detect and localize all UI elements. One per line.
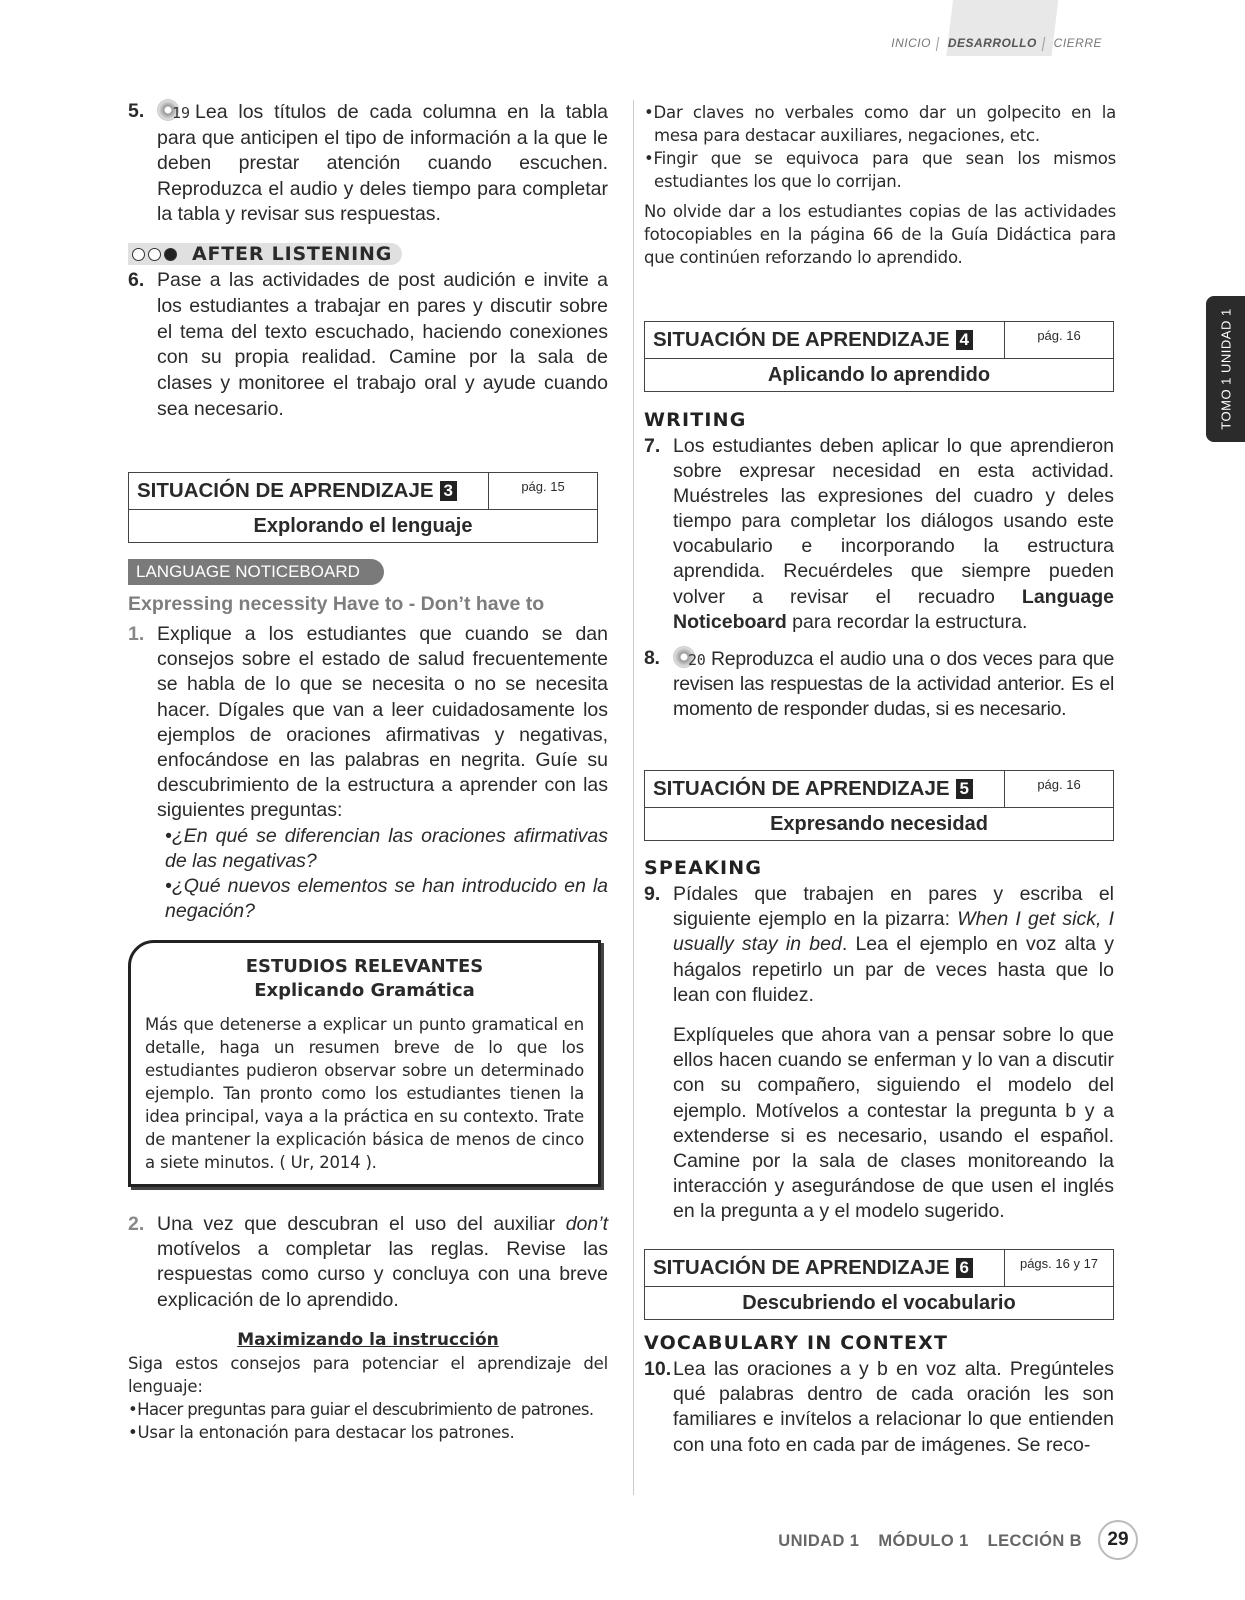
item-number: 5. — [128, 100, 145, 122]
item-text: Explique a los estudiantes que cuando se dan consejos sobre el estado de salud frecuentemente se habla de lo que se necesita o no se necesita hacer. Dígales que van a leer cuidadosamente los ejemplos de oraciones afirmativas y negativas, enfocándose en las palabras en negrita. Guíe su descubrimiento de la estructura a aprender con las siguientes preguntas: — [157, 623, 608, 822]
item-number: 1. — [128, 623, 145, 645]
item-2 — [128, 1212, 608, 1313]
situacion-number: 4 — [956, 330, 973, 350]
tip-bullet: •Dar claves no verbales como dar un golpecito en la mesa para destacar auxiliares, negaciones, etc. — [644, 103, 1116, 145]
situacion-box-3 — [128, 472, 598, 543]
footer-leccion: LECCIÓN B — [987, 1532, 1082, 1550]
item-text: Lea los títulos de cada columna en la tabla para que anticipen el tipo de información a la que le deben prestar atención cuando escuchen. Reproduzca el audio y deles tiempo para completar la tabla y revisar sus respuestas. — [157, 101, 608, 225]
section-heading-speaking: SPEAKING — [644, 857, 763, 879]
item-text: Una vez que descubran el uso del auxiliar — [157, 1213, 566, 1235]
page-reference: págs. 16 y 17 — [1019, 1256, 1099, 1271]
item-10 — [644, 1357, 1114, 1458]
box-body: Más que detenerse a explicar un punto gramatical en detalle, haga un resumen breve de lo que los estudiantes pudieron observar sobre un determinado ejemplo. Tan pronto como los estudiantes tienen la idea principal, vaya a la práctica en su contexto. Trate de mantener la explicación básica de menos de cinco a siete minutos. ( Ur, 2014 ). — [145, 1015, 584, 1172]
maximizando-title: Maximizando la instrucción — [237, 1330, 499, 1350]
item-paragraph: Explíqueles que ahora van a pensar sobre lo que ellos hacen cuando se enferman y lo van a discutir con su compañero, siguiendo el modelo del ejemplo. Motívelos a contestar la pregunta b y a extenderse si es necesario, usando el español. Camine por la sala de clases monitoreando la interacción y asegurándose de que usen el inglés en la pregunta a y el modelo sugerido. — [673, 1024, 1114, 1223]
item-text: Reproduzca el audio una o dos veces para que revisen las respuestas de la actividad anterior. Es el momento de responder dudas, si es necesario. — [673, 648, 1114, 721]
side-tab — [1206, 296, 1245, 442]
item-number: 9. — [644, 883, 661, 905]
item-text-bold: Language Noticeboard — [673, 585, 1114, 633]
language-noticeboard-pill — [128, 559, 608, 585]
item-text: Los estudiantes deben aplicar lo que aprendieron sobre expresar necesidad en esta actividad. Muéstreles las expresiones del cuadro y deles tiempo para completar los diálogos usando este vocabulario e incorporando la estructura aprendida. Recuérdeles que siempre pueden volver a revisar el recuadro — [673, 435, 1114, 608]
tip-bullet: •Fingir que se equivoca para que sean los mismos estudiantes los que lo corrijan. — [644, 149, 1116, 191]
item-text: Lea las oraciones a y b en voz alta. Pregúnteles qué palabras dentro de cada oración les son familiares e invítelos a relacionar lo que entienden con una foto en cada par de imágenes. Se reco- — [673, 1358, 1114, 1456]
item-9 — [644, 882, 1114, 1225]
subheading: Expressing necessity Have to - Don’t have to — [128, 593, 545, 615]
question-bullet: •¿En qué se diferencian las oraciones afirmativas de las negativas? — [165, 824, 608, 872]
audio-cd-icon: 20 — [673, 646, 707, 668]
situacion-title: SITUACIÓN DE APRENDIZAJE — [653, 328, 950, 351]
item-number: 2. — [128, 1213, 145, 1235]
audio-cd-icon: 19 — [157, 99, 191, 121]
item-text-emphasis: don’t — [565, 1213, 608, 1235]
situacion-subtitle: Expresando necesidad — [770, 813, 988, 835]
maximizando-intro: Siga estos consejos para potenciar el aprendizaje del lenguaje: — [128, 1354, 608, 1396]
item-8 — [644, 646, 1114, 722]
after-listening-bar — [128, 243, 608, 266]
stage-breadcrumb — [888, 36, 1105, 51]
situacion-box-4 — [644, 321, 1114, 392]
situacion-subtitle: Descubriendo el vocabulario — [742, 1292, 1016, 1314]
box-title: ESTUDIOS RELEVANTES — [245, 956, 484, 977]
footer-modulo: MÓDULO 1 — [878, 1532, 969, 1550]
item-text: Pase a las actividades de post audición e invite a los estudiantes a trabajar en pares y discutir sobre el tema del texto escuchado, haciendo conexiones con su propia realidad. Camine por la sala de clases y monitoree el trabajo oral y ayude cuando sea necesario. — [157, 269, 608, 420]
footer-unidad: UNIDAD 1 — [778, 1532, 860, 1550]
item-number: 10. — [644, 1358, 672, 1380]
maximizando-section — [128, 1330, 608, 1444]
item-7 — [644, 434, 1114, 635]
language-noticeboard-label: LANGUAGE NOTICEBOARD — [128, 559, 384, 585]
page-reference: pág. 16 — [1037, 328, 1081, 343]
estudios-relevantes-box — [128, 940, 601, 1187]
situacion-title: SITUACIÓN DE APRENDIZAJE — [653, 1256, 950, 1279]
section-heading-writing: WRITING — [644, 409, 747, 431]
item-number: 8. — [644, 647, 660, 669]
situacion-box-6 — [644, 1249, 1114, 1320]
box-subtitle: Explicando Gramática — [254, 980, 475, 1001]
footer-breadcrumb — [764, 1532, 1082, 1551]
stage-desarrollo: DESARROLLO — [947, 36, 1037, 50]
item-5 — [128, 99, 608, 228]
situacion-number: 5 — [956, 779, 973, 799]
situacion-title: SITUACIÓN DE APRENDIZAJE — [653, 777, 950, 800]
item-text: para recordar la estructura. — [786, 610, 1028, 633]
tip-bullet: •Hacer preguntas para guiar el descubrimiento de patrones. — [128, 1400, 594, 1419]
item-text: motívelos a completar las reglas. Revise las respuestas como curso y concluya con una breve explicación de lo aprendido. — [157, 1238, 608, 1311]
item-text-emphasis: When I get sick, I usually stay in bed — [673, 908, 1114, 956]
item-6 — [128, 268, 608, 423]
item-text: . Lea el ejemplo en voz alta y hágalos repetirlo un par de veces hasta que lo lean con fluidez. — [673, 933, 1114, 1006]
column-divider — [633, 100, 634, 1495]
after-listening-label: AFTER LISTENING — [192, 243, 393, 265]
situacion-number: 3 — [440, 481, 457, 501]
page-reference: pág. 15 — [521, 479, 565, 494]
stage-cierre: CIERRE — [1053, 36, 1102, 50]
page-reference: pág. 16 — [1037, 777, 1081, 792]
situacion-title: SITUACIÓN DE APRENDIZAJE — [137, 479, 434, 502]
page-number: 29 — [1098, 1520, 1138, 1560]
situacion-number: 6 — [956, 1258, 973, 1278]
stage-circle-filled-icon — [164, 248, 177, 261]
item-text: Pídales que trabajen en pares y escriba el siguiente ejemplo en la pizarra: — [673, 883, 1114, 931]
stage-inicio: INICIO — [891, 36, 931, 50]
reminder-note: No olvide dar a los estudiantes copias de las actividades fotocopiables en la página 66 de la Guía Didáctica para que continúen reforzando lo aprendido. — [644, 202, 1116, 267]
stage-circle-icon — [132, 248, 145, 261]
situacion-subtitle: Explorando el lenguaje — [253, 515, 473, 537]
right-bullets — [644, 101, 1116, 269]
stage-circle-icon — [148, 248, 161, 261]
tip-bullet: •Usar la entonación para destacar los patrones. — [128, 1423, 515, 1442]
item-1 — [128, 622, 608, 924]
situacion-box-5 — [644, 770, 1114, 841]
situacion-subtitle: Aplicando lo aprendido — [767, 364, 991, 386]
item-number: 7. — [644, 435, 661, 457]
question-bullet: •¿Qué nuevos elementos se han introducido en la negación? — [165, 875, 608, 923]
item-number: 6. — [128, 269, 145, 291]
section-heading-vocabulary: VOCABULARY IN CONTEXT — [644, 1332, 949, 1354]
side-tab-label: TOMO 1 UNIDAD 1 — [1218, 308, 1233, 430]
